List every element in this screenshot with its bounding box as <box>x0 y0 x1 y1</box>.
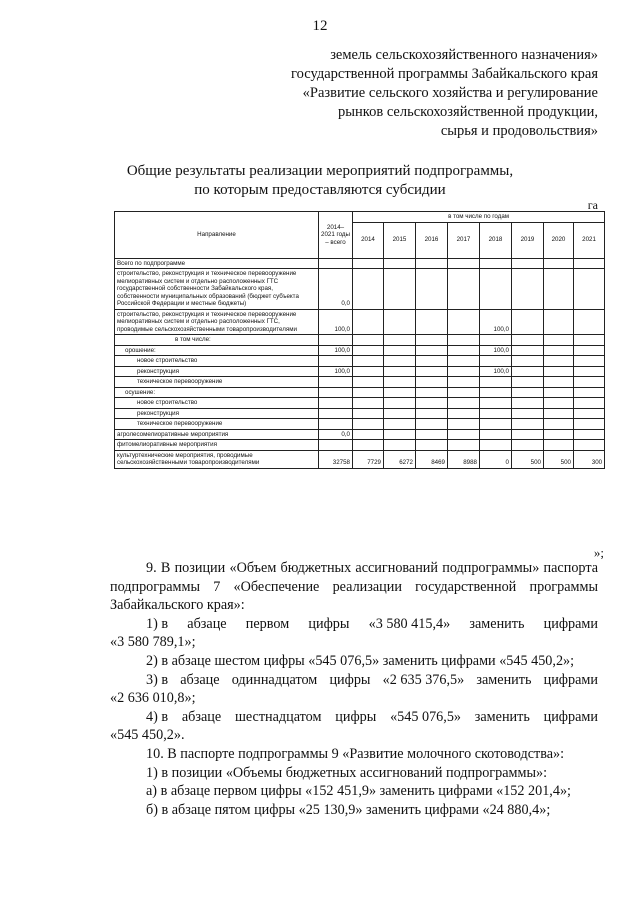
year-value <box>512 335 544 346</box>
year-value <box>353 419 384 430</box>
text-word: первом <box>245 615 290 632</box>
year-value <box>574 387 605 398</box>
year-value <box>544 335 574 346</box>
year-header: 2021 <box>574 222 605 258</box>
year-value <box>448 335 480 346</box>
row-label: Всего по подпрограмме <box>115 258 319 269</box>
paragraph-9-1-end: «3 580 789,1»; <box>110 634 196 651</box>
year-value <box>416 440 448 451</box>
year-value <box>480 387 512 398</box>
title-line: по которым предоставляются субсидии <box>194 182 446 198</box>
paragraph-10-1: 1) в позиции «Объемы бюджетных ассигнований подпрограммы»: <box>146 764 548 781</box>
year-value <box>544 309 574 335</box>
year-value <box>416 258 448 269</box>
year-value <box>416 398 448 409</box>
text-word: абзаце <box>187 615 227 632</box>
year-value <box>480 269 512 310</box>
text-word: 3) в <box>146 671 169 688</box>
row-label: строительство, реконструкция и техническое перевооружение мелиоративных систем и отдельно расположенных ГТС, проводимые сельскохозяйственными товаропроизводителями <box>115 309 319 335</box>
text-word: «2 635 376,5» <box>382 671 465 688</box>
year-value <box>448 419 480 430</box>
year-value <box>416 345 448 356</box>
year-value <box>480 356 512 367</box>
text-word: «3 580 415,4» <box>368 615 451 632</box>
year-value <box>574 258 605 269</box>
row-label: орошение: <box>115 345 319 356</box>
year-value <box>480 377 512 388</box>
year-value <box>353 258 384 269</box>
year-value <box>544 440 574 451</box>
text-word: заменить <box>474 708 530 725</box>
year-value: 300 <box>574 450 605 468</box>
year-value <box>448 377 480 388</box>
title-line: Общие результаты реализации мероприятий подпрограммы, <box>126 163 514 179</box>
year-value <box>574 309 605 335</box>
year-value <box>574 408 605 419</box>
paragraph-9-4 <box>110 708 598 727</box>
table-row <box>115 356 605 367</box>
year-value <box>416 366 448 377</box>
year-value <box>480 429 512 440</box>
year-value <box>512 269 544 310</box>
year-value <box>448 387 480 398</box>
text-word: 4) в <box>146 708 169 725</box>
year-value <box>574 398 605 409</box>
row-label: фитомелиоративные мероприятия <box>115 440 319 451</box>
paragraph-10-b: б) в абзаце пятом цифры «25 130,9» заменить цифрами «24 880,4»; <box>146 801 551 818</box>
year-header: 2015 <box>384 222 416 258</box>
year-value <box>448 309 480 335</box>
row-label: культуртехнические мероприятия, проводимые сельскохозяйственными товаропроизводителями <box>115 450 319 468</box>
year-value <box>416 387 448 398</box>
row-label: реконструкция <box>115 408 319 419</box>
year-value <box>574 345 605 356</box>
year-value <box>574 440 605 451</box>
year-value <box>384 398 416 409</box>
table-row <box>115 335 605 346</box>
table-row <box>115 440 605 451</box>
year-value: 8988 <box>448 450 480 468</box>
year-value <box>574 377 605 388</box>
year-value: 100,0 <box>480 309 512 335</box>
year-value <box>512 429 544 440</box>
year-value <box>544 429 574 440</box>
year-value <box>480 258 512 269</box>
year-value <box>353 398 384 409</box>
year-value <box>448 398 480 409</box>
year-value <box>480 398 512 409</box>
year-value <box>448 345 480 356</box>
table-row <box>115 387 605 398</box>
paragraph-9-4-end: «545 450,2». <box>110 727 185 744</box>
row-label: новое строительство <box>115 356 319 367</box>
text-word: шестнадцатом <box>234 708 322 725</box>
row-total <box>319 408 353 419</box>
year-value <box>353 408 384 419</box>
row-total <box>319 335 353 346</box>
year-value <box>416 309 448 335</box>
year-value <box>416 408 448 419</box>
year-value <box>480 440 512 451</box>
year-header: 2017 <box>448 222 480 258</box>
table-row <box>115 258 605 269</box>
year-value <box>384 377 416 388</box>
year-value <box>480 408 512 419</box>
year-value <box>384 345 416 356</box>
year-value <box>384 419 416 430</box>
table-row <box>115 429 605 440</box>
year-header: 2014 <box>353 222 384 258</box>
year-value <box>448 269 480 310</box>
year-value <box>544 366 574 377</box>
text-word: цифры <box>308 615 350 632</box>
year-value: 7729 <box>353 450 384 468</box>
row-total: 100,0 <box>319 366 353 377</box>
row-total <box>319 419 353 430</box>
row-total: 100,0 <box>319 345 353 356</box>
year-value <box>448 258 480 269</box>
paragraph-10: 10. В паспорте подпрограммы 9 «Развитие молочного скотоводства»: <box>146 745 565 762</box>
year-header: 2020 <box>544 222 574 258</box>
year-value <box>384 269 416 310</box>
row-total <box>319 377 353 388</box>
year-value <box>512 356 544 367</box>
year-value <box>416 419 448 430</box>
table-row <box>115 366 605 377</box>
table-header-row <box>115 212 605 223</box>
year-value <box>512 309 544 335</box>
year-value <box>353 309 384 335</box>
year-value <box>416 335 448 346</box>
year-value <box>353 345 384 356</box>
year-value <box>512 387 544 398</box>
text-word: цифры <box>329 671 371 688</box>
year-value <box>512 258 544 269</box>
row-total: 100,0 <box>319 309 353 335</box>
year-value <box>353 377 384 388</box>
text-word: абзаце <box>181 708 222 725</box>
row-label: агролесомелиоративные мероприятия <box>115 429 319 440</box>
row-total <box>319 258 353 269</box>
paragraph-10-a: а) в абзаце первом цифры «152 451,9» заменить цифрами «152 201,4»; <box>146 783 571 800</box>
year-value <box>353 387 384 398</box>
row-label: техническое перевооружение <box>115 377 319 388</box>
year-value <box>384 356 416 367</box>
text-word: 1) в <box>146 615 169 632</box>
row-label: в том числе: <box>115 335 319 346</box>
year-value <box>544 398 574 409</box>
year-value <box>544 408 574 419</box>
text-word: одиннадцатом <box>231 671 318 688</box>
paragraph-9-3 <box>110 671 598 690</box>
paragraph-9: 9. В позиции «Объем бюджетных ассигнований подпрограммы» паспорта подпрограммы 7 «Обеспечение реализации государственной программы Забайкальского края»: <box>110 560 598 614</box>
row-total <box>319 398 353 409</box>
header-line: земель сельскохозяйственного назначения» <box>330 47 598 63</box>
year-value <box>574 429 605 440</box>
year-value <box>544 387 574 398</box>
year-value <box>480 335 512 346</box>
year-value: 6272 <box>384 450 416 468</box>
year-value <box>512 377 544 388</box>
row-total: 0,0 <box>319 429 353 440</box>
unit-label: га <box>587 198 598 212</box>
year-value <box>448 408 480 419</box>
header-line: государственной программы Забайкальского края <box>291 66 598 82</box>
year-value: 0 <box>480 450 512 468</box>
paragraph-9-2: 2) в абзаце шестом цифры «545 076,5» заменить цифрами «545 450,2»; <box>146 652 575 669</box>
year-value <box>512 440 544 451</box>
year-value <box>384 309 416 335</box>
text-word: цифрами <box>543 615 598 632</box>
year-value <box>353 269 384 310</box>
year-header: 2019 <box>512 222 544 258</box>
text-word: цифры <box>335 708 377 725</box>
paragraph-9-3-end: «2 636 010,8»; <box>110 690 196 707</box>
row-label: техническое перевооружение <box>115 419 319 430</box>
year-value: 500 <box>512 450 544 468</box>
paragraph-9-1 <box>110 615 598 634</box>
header-years-group: в том числе по годам <box>353 212 605 223</box>
row-label: новое строительство <box>115 398 319 409</box>
year-value <box>384 429 416 440</box>
table-row <box>115 269 605 310</box>
row-total <box>319 440 353 451</box>
year-value <box>353 335 384 346</box>
year-value <box>448 429 480 440</box>
text-word: цифрами <box>543 708 598 725</box>
year-value <box>574 269 605 310</box>
table-row <box>115 377 605 388</box>
year-value <box>384 335 416 346</box>
header-line: «Развитие сельского хозяйства и регулирование <box>302 85 598 101</box>
header-direction: Направление <box>115 212 319 259</box>
year-value: 8469 <box>416 450 448 468</box>
amendment-text <box>110 559 598 819</box>
year-value <box>353 429 384 440</box>
document-header <box>218 46 598 141</box>
header-total: 2014–2021 годы – всего <box>319 212 353 259</box>
year-value <box>448 366 480 377</box>
year-value <box>544 269 574 310</box>
year-value <box>574 366 605 377</box>
year-value: 100,0 <box>480 366 512 377</box>
year-value <box>384 387 416 398</box>
year-value: 100,0 <box>480 345 512 356</box>
table-row <box>115 419 605 430</box>
year-value <box>384 258 416 269</box>
year-value <box>512 398 544 409</box>
year-value <box>574 356 605 367</box>
table-row <box>115 345 605 356</box>
year-value <box>512 366 544 377</box>
year-value <box>480 419 512 430</box>
year-value <box>544 345 574 356</box>
year-header: 2018 <box>480 222 512 258</box>
table-title <box>0 162 640 200</box>
table-row <box>115 408 605 419</box>
row-total: 32758 <box>319 450 353 468</box>
header-line: рынков сельскохозяйственной продукции, <box>338 104 598 120</box>
closing-quote: »; <box>593 545 604 560</box>
year-value <box>416 377 448 388</box>
row-total <box>319 356 353 367</box>
year-value <box>544 356 574 367</box>
year-value <box>353 366 384 377</box>
year-value <box>416 429 448 440</box>
year-header: 2016 <box>416 222 448 258</box>
text-word: заменить <box>469 615 525 632</box>
year-value <box>448 440 480 451</box>
year-value <box>384 366 416 377</box>
row-label: строительство, реконструкция и техническое перевооружение мелиоративных систем и отдельно расположенных ГТС государственной собственности Забайкальского края, собственности муниципальных образований (бюджет субъекта Российской Федерации и местные бюджеты) <box>115 269 319 310</box>
year-value <box>416 269 448 310</box>
row-total <box>319 387 353 398</box>
table-row <box>115 309 605 335</box>
row-label: реконструкция <box>115 366 319 377</box>
year-value <box>512 345 544 356</box>
table-body <box>115 258 605 468</box>
year-value <box>544 419 574 430</box>
text-word: «545 076,5» <box>390 708 461 725</box>
text-word: цифрами <box>543 671 598 688</box>
results-table <box>114 211 605 469</box>
year-value <box>416 356 448 367</box>
table-row <box>115 450 605 468</box>
year-value: 500 <box>544 450 574 468</box>
page-number: 12 <box>312 18 328 34</box>
text-word: абзаце <box>180 671 220 688</box>
year-value <box>544 377 574 388</box>
table-row <box>115 398 605 409</box>
year-value <box>512 408 544 419</box>
year-value <box>574 419 605 430</box>
text-word: заменить <box>476 671 532 688</box>
year-value <box>353 356 384 367</box>
header-line: сырья и продовольствия» <box>440 123 598 139</box>
row-total: 0,0 <box>319 269 353 310</box>
year-value <box>448 356 480 367</box>
year-value <box>574 335 605 346</box>
year-value <box>384 440 416 451</box>
year-value <box>353 440 384 451</box>
year-value <box>384 408 416 419</box>
year-value <box>544 258 574 269</box>
year-value <box>512 419 544 430</box>
row-label: осушение: <box>115 387 319 398</box>
